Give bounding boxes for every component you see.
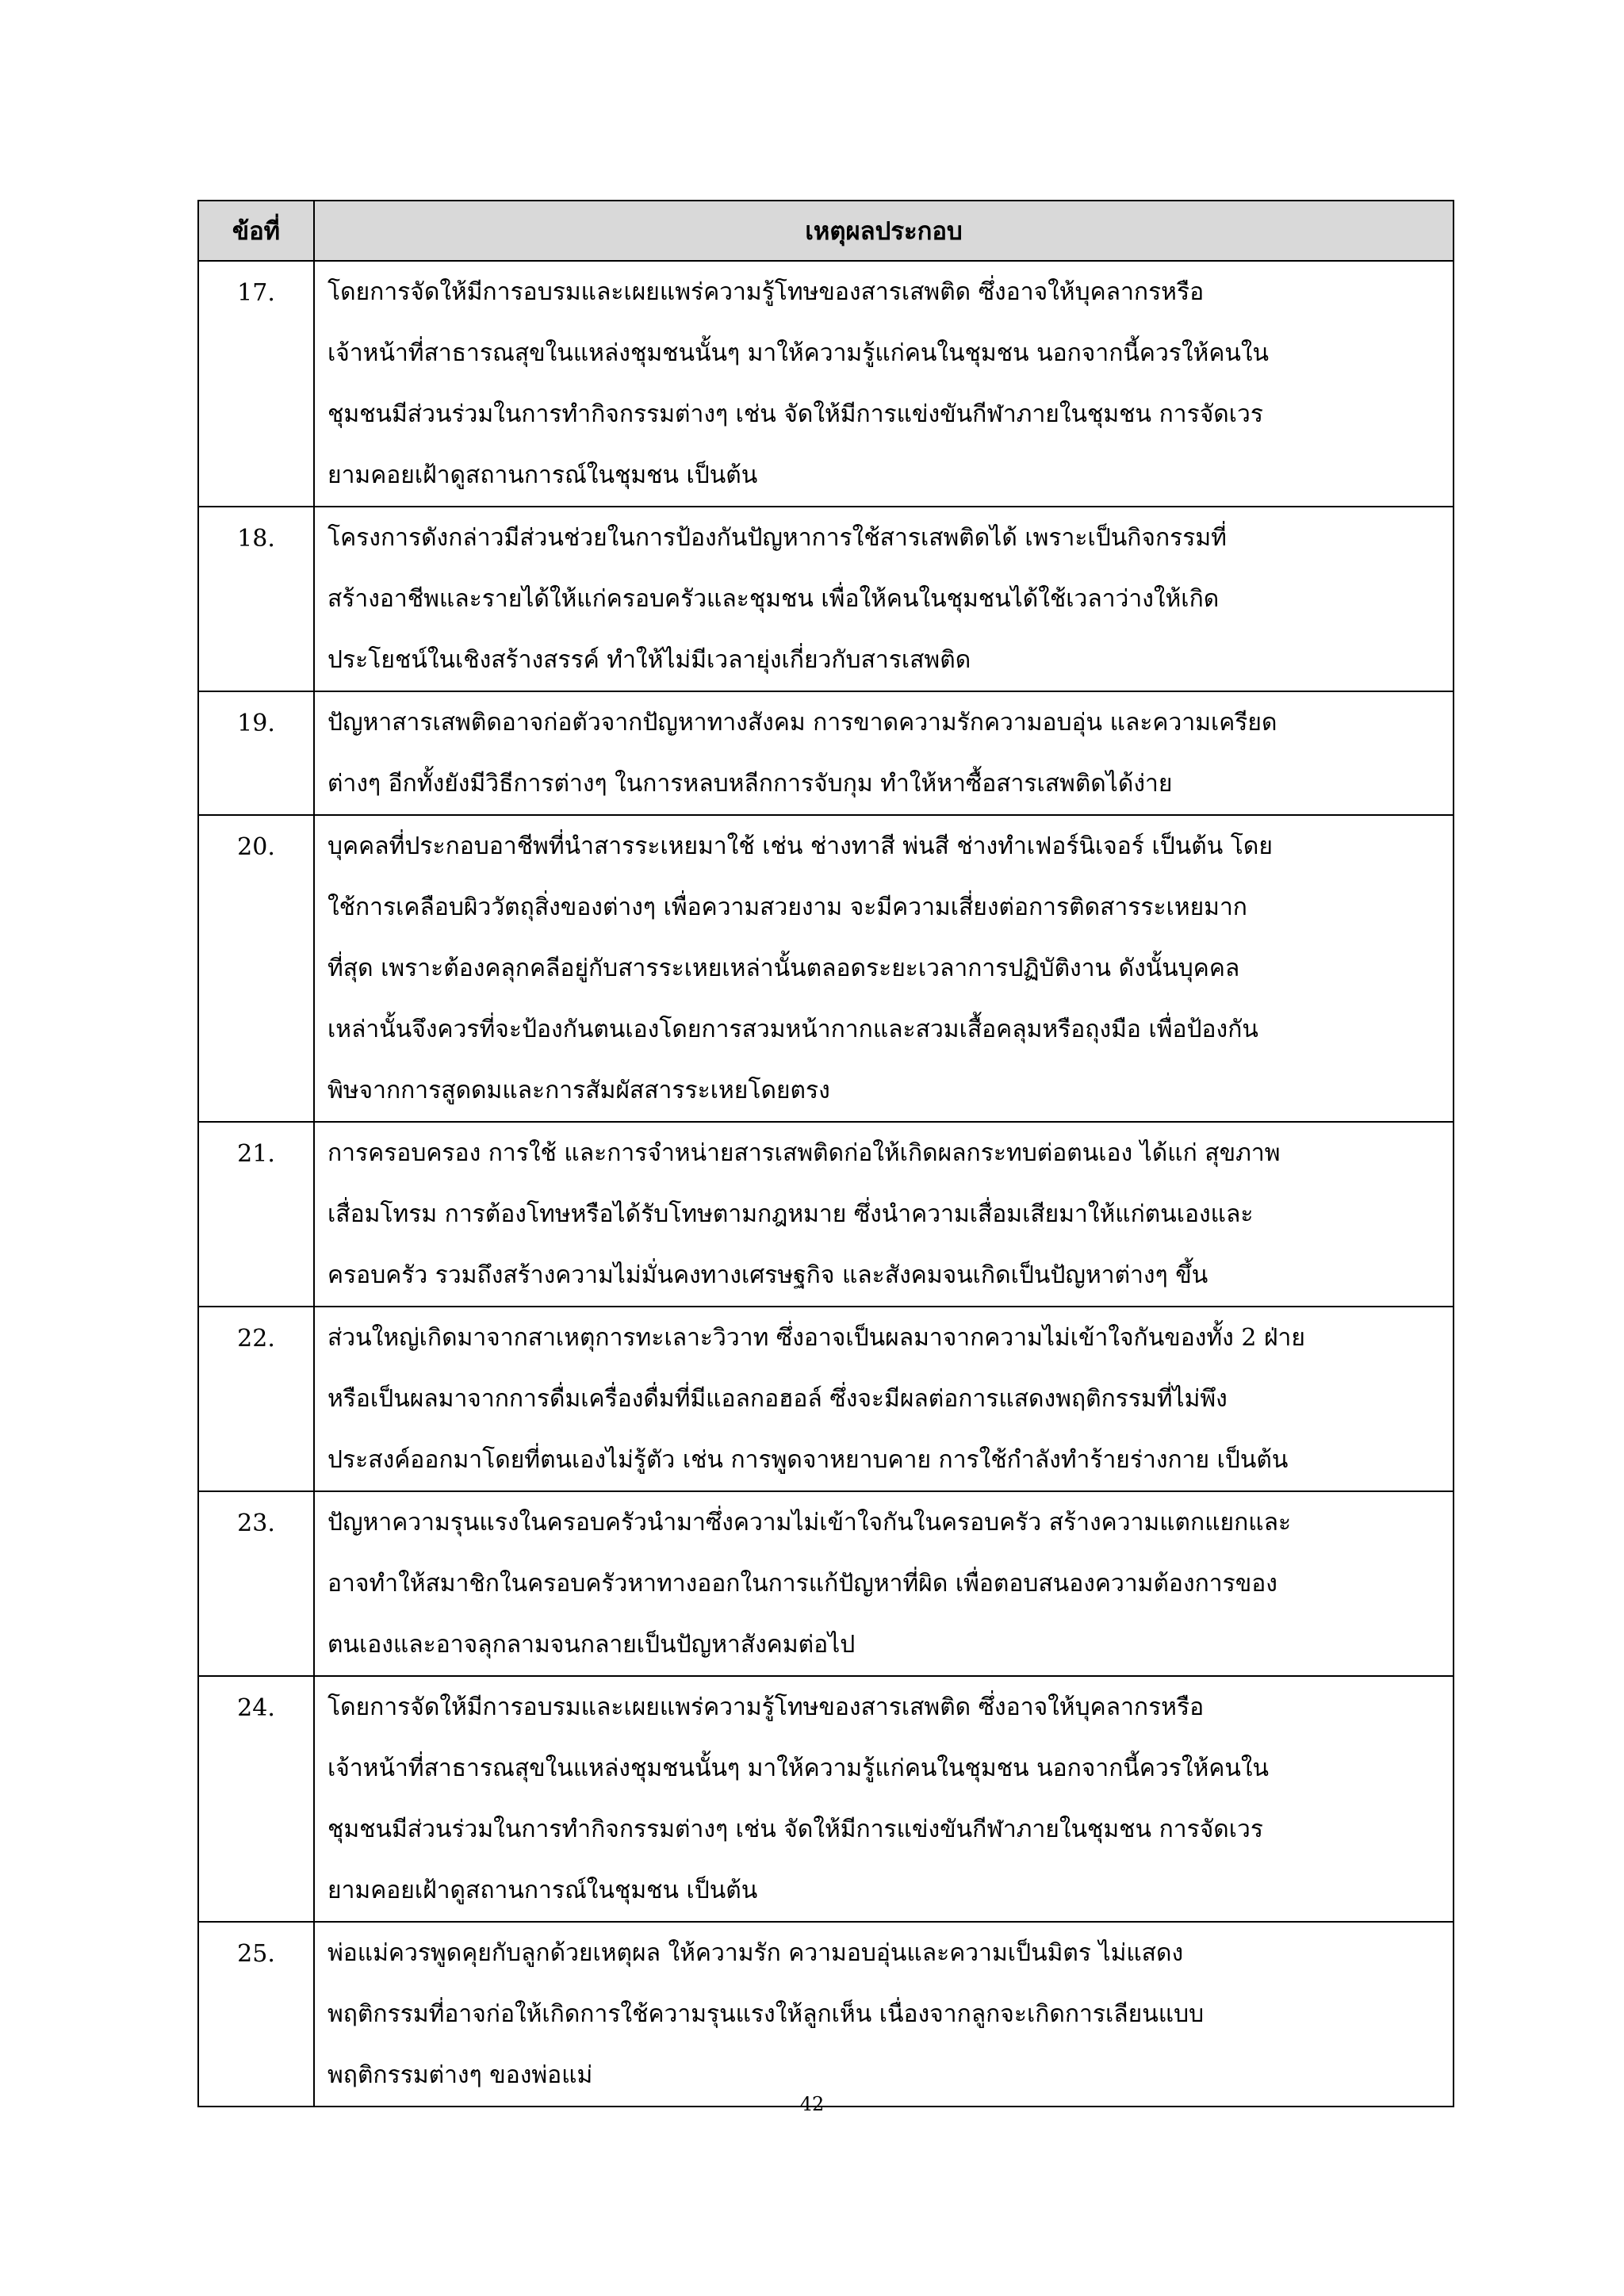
item-number: 20. [198,815,314,1122]
table-row [198,1122,1454,1307]
reason-line: โดยการจัดให้มีการอบรมและเผยแพร่ความรู้โทษของสารเสพติด ซึ่งอาจให้บุคลากรหรือ [327,1693,1205,1721]
reason-line: ยามคอยเฝ้าดูสถานการณ์ในชุมชน เป็นต้น [327,1877,758,1904]
reason-cell [314,815,1454,1122]
reason-line: ต่างๆ อีกทั้งยังมีวิธีการต่างๆ ในการหลบหลีกการจับกุม ทำให้หาซื้อสารเสพติดได้ง่าย [327,770,1173,798]
reason-line: ปัญหาความรุนแรงในครอบครัวนำมาซึ่งความไม่เข้าใจกันในครอบครัว สร้างความแตกแยกและ [327,1509,1292,1536]
item-number: 17. [198,261,314,507]
table-body [198,261,1454,2107]
reason-line: ครอบครัว รวมถึงสร้างความไม่มั่นคงทางเศรษฐกิจ และสังคมจนเกิดเป็นปัญหาต่างๆ ขึ้น [327,1261,1208,1289]
reason-line: อาจทำให้สมาชิกในครอบครัวหาทางออกในการแก้ปัญหาที่ผิด เพื่อตอบสนองความต้องการของ [327,1570,1277,1598]
table-row [198,1922,1454,2107]
item-number: 21. [198,1122,314,1307]
reason-line: โครงการดังกล่าวมีส่วนช่วยในการป้องกันปัญหาการใช้สารเสพติดได้ เพราะเป็นกิจกรรมที่ [327,524,1227,552]
table-row [198,1491,1454,1676]
item-number: 19. [198,691,314,815]
table-row [198,1307,1454,1491]
reason-line: ตนเองและอาจลุกลามจนกลายเป็นปัญหาสังคมต่อไป [327,1631,856,1659]
reason-line: เหล่านั้นจึงควรที่จะป้องกันตนเองโดยการสวมหน้ากากและสวมเสื้อคลุมหรือถุงมือ เพื่อป้องกัน [327,1016,1258,1043]
reasons-table [197,200,1454,2107]
reason-cell [314,507,1454,691]
table-header-row [198,201,1454,261]
header-item-number: ข้อที่ [198,201,314,261]
reason-line: บุคคลที่ประกอบอาชีพที่นำสารระเหยมาใช้ เช่น ช่างทาสี พ่นสี ช่างทำเฟอร์นิเจอร์ เป็นต้น โดย [327,832,1273,860]
reason-line: เจ้าหน้าที่สาธารณสุขในแหล่งชุมชนนั้นๆ มาให้ความรู้แก่คนในชุมชน นอกจากนี้ควรให้คนใน [327,1755,1270,1782]
reason-line: ชุมชนมีส่วนร่วมในการทำกิจกรรมต่างๆ เช่น จัดให้มีการแข่งขันกีฬาภายในชุมชน การจัดเวร [327,1816,1263,1843]
reason-line: พิษจากการสูดดมและการสัมผัสสารระเหยโดยตรง [327,1077,830,1104]
item-number: 23. [198,1491,314,1676]
reason-cell [314,261,1454,507]
reason-line: พฤติกรรมที่อาจก่อให้เกิดการใช้ความรุนแรงให้ลูกเห็น เนื่องจากลูกจะเกิดการเลียนแบบ [327,2000,1205,2028]
item-number: 24. [198,1676,314,1922]
reason-cell [314,691,1454,815]
reason-line: โดยการจัดให้มีการอบรมและเผยแพร่ความรู้โทษของสารเสพติด ซึ่งอาจให้บุคลากรหรือ [327,278,1205,306]
reason-cell [314,1307,1454,1491]
page-number: 42 [799,2093,825,2115]
table-row [198,815,1454,1122]
reason-line: เสื่อมโทรม การต้องโทษหรือได้รับโทษตามกฎหมาย ซึ่งนำความเสื่อมเสียมาให้แก่ตนเองและ [327,1200,1254,1228]
reason-line: เจ้าหน้าที่สาธารณสุขในแหล่งชุมชนนั้นๆ มาให้ความรู้แก่คนในชุมชน นอกจากนี้ควรให้คนใน [327,339,1270,367]
reason-line: ปัญหาสารเสพติดอาจก่อตัวจากปัญหาทางสังคม การขาดความรักความอบอุ่น และความเครียด [327,709,1277,737]
reason-cell [314,1491,1454,1676]
item-number: 25. [198,1922,314,2107]
item-number: 18. [198,507,314,691]
reason-cell [314,1922,1454,2107]
reason-line: ประสงค์ออกมาโดยที่ตนเองไม่รู้ตัว เช่น การพูดจาหยาบคาย การใช้กำลังทำร้ายร่างกาย เป็นต้น [327,1446,1289,1474]
table-row [198,261,1454,507]
reason-line: พฤติกรรมต่างๆ ของพ่อแม่ [327,2061,593,2089]
reason-line: การครอบครอง การใช้ และการจำหน่ายสารเสพติดก่อให้เกิดผลกระทบต่อตนเอง ได้แก่ สุขภาพ [327,1139,1281,1167]
reason-line: ใช้การเคลือบผิววัตถุสิ่งของต่างๆ เพื่อความสวยงาม จะมีความเสี่ยงต่อการติดสารระเหยมาก [327,894,1247,921]
reason-cell [314,1122,1454,1307]
table-row [198,1676,1454,1922]
reason-line: ชุมชนมีส่วนร่วมในการทำกิจกรรมต่างๆ เช่น จัดให้มีการแข่งขันกีฬาภายในชุมชน การจัดเวร [327,400,1263,428]
reason-line: ที่สุด เพราะต้องคลุกคลีอยู่กับสารระเหยเหล่านั้นตลอดระยะเวลาการปฏิบัติงาน ดังนั้นบุคคล [327,955,1240,982]
table-row [198,691,1454,815]
table-row [198,507,1454,691]
reason-line: หรือเป็นผลมาจากการดื่มเครื่องดื่มที่มีแอลกอฮอล์ ซึ่งจะมีผลต่อการแสดงพฤติกรรมที่ไม่พึง [327,1385,1228,1413]
item-number: 22. [198,1307,314,1491]
reason-line: ส่วนใหญ่เกิดมาจากสาเหตุการทะเลาะวิวาท ซึ่งอาจเป็นผลมาจากความไม่เข้าใจกันของทั้ง 2 ฝ่าย [327,1324,1305,1352]
header-reason: เหตุผลประกอบ [314,201,1454,261]
reason-line: สร้างอาชีพและรายได้ให้แก่ครอบครัวและชุมชน เพื่อให้คนในชุมชนได้ใช้เวลาว่างให้เกิด [327,585,1220,613]
reason-cell [314,1676,1454,1922]
reason-line: พ่อแม่ควรพูดคุยกับลูกด้วยเหตุผล ให้ความรัก ความอบอุ่นและความเป็นมิตร ไม่แสดง [327,1939,1184,1967]
reason-line: ยามคอยเฝ้าดูสถานการณ์ในชุมชน เป็นต้น [327,461,758,489]
reason-line: ประโยชน์ในเชิงสร้างสรรค์ ทำให้ไม่มีเวลายุ่งเกี่ยวกับสารเสพติด [327,646,971,674]
